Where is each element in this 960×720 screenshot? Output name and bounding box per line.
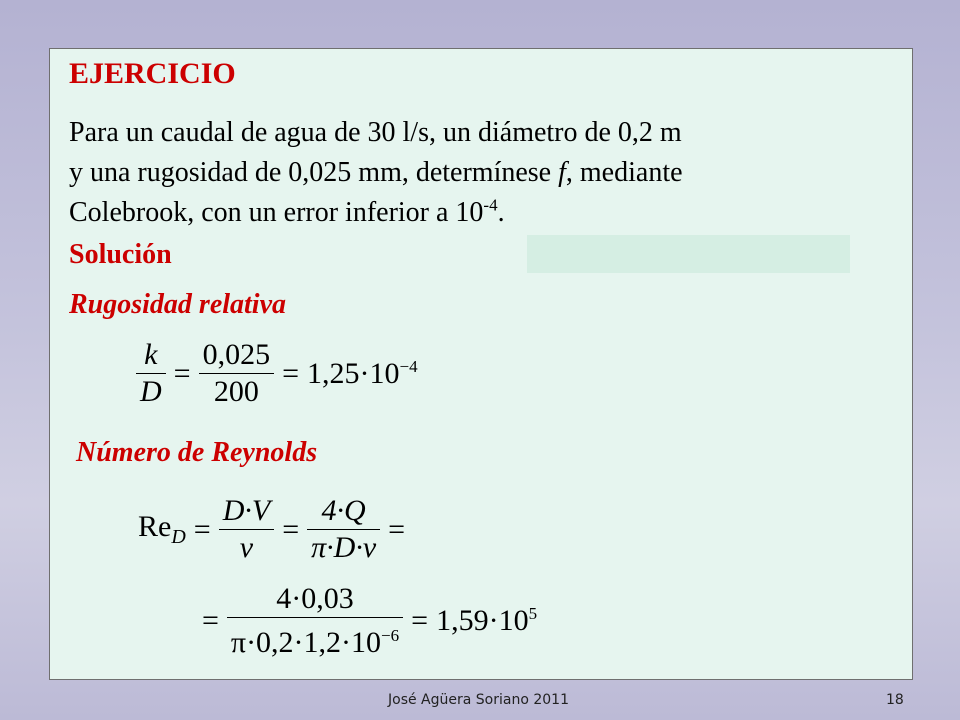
reynolds-fraction-2: $\frac{4\cdot Q}{\pi\cdot D\cdot\nu}$ [307, 493, 380, 566]
problem-line-1: Para un caudal de agua de 30 l/s, un diámetro de 0,2 m [69, 117, 682, 148]
reynolds-lhs: $Re_D$ [138, 510, 186, 548]
problem-f-symbol: f [558, 157, 566, 188]
problem-line-2a: y una rugosidad de 0,025 mm, determínese [69, 157, 559, 188]
roughness-mid-num: 0,025 [202, 338, 271, 371]
roughness-label: Rugosidad relativa [69, 289, 287, 320]
footer-author: José Agüera Soriano 2011 [388, 692, 569, 708]
problem-line-2b: , mediante [565, 157, 683, 188]
highlight-box [527, 235, 850, 273]
roughness-mid-den: 200 [213, 375, 259, 408]
reynolds-equation-line2: = $\frac{4\cdot 0,03}{\pi\cdot 0,2\cdot 1,2\cdot 10^{-6}}$ = $1,59\cdot 10^5$ [202, 582, 538, 659]
roughness-lhs-num: k [144, 338, 158, 371]
roughness-result: $1,25\cdot 10^{-4}$ [307, 356, 418, 390]
reynolds-result: $1,59\cdot 10^5$ [436, 604, 538, 637]
problem-exponent: -4 [483, 195, 498, 215]
problem-line-3b: . [497, 197, 505, 228]
problem-statement [69, 113, 899, 233]
reynolds-equation-line1: $Re_D$ = $\frac{D\cdot V}{\nu}$ = $\frac{4\cdot Q}{\pi\cdot D\cdot\nu}$ = [138, 494, 406, 564]
roughness-lhs-fraction [136, 337, 166, 410]
problem-line-3a: Colebrook, con un error inferior a 10 [69, 197, 484, 228]
roughness-mid-fraction [199, 337, 275, 410]
reynolds-label: Número de Reynolds [76, 437, 318, 468]
page-number: 18 [886, 692, 904, 708]
roughness-equation: $\frac{k}{D}$ = $\frac{0,025}{200}$ = $1,25\cdot 10^{-4}$ [132, 337, 422, 410]
roughness-lhs-den: D [140, 375, 162, 408]
slide-heading: EJERCICIO [69, 57, 236, 90]
reynolds-fraction-1: $\frac{D\cdot V}{\nu}$ [219, 493, 275, 566]
slide-panel [49, 48, 913, 680]
reynolds-fraction-3: $\frac{4\cdot 0,03}{\pi\cdot 0,2\cdot 1,2\cdot 10^{-6}}$ [227, 581, 403, 661]
solution-label: Solución [69, 239, 172, 270]
